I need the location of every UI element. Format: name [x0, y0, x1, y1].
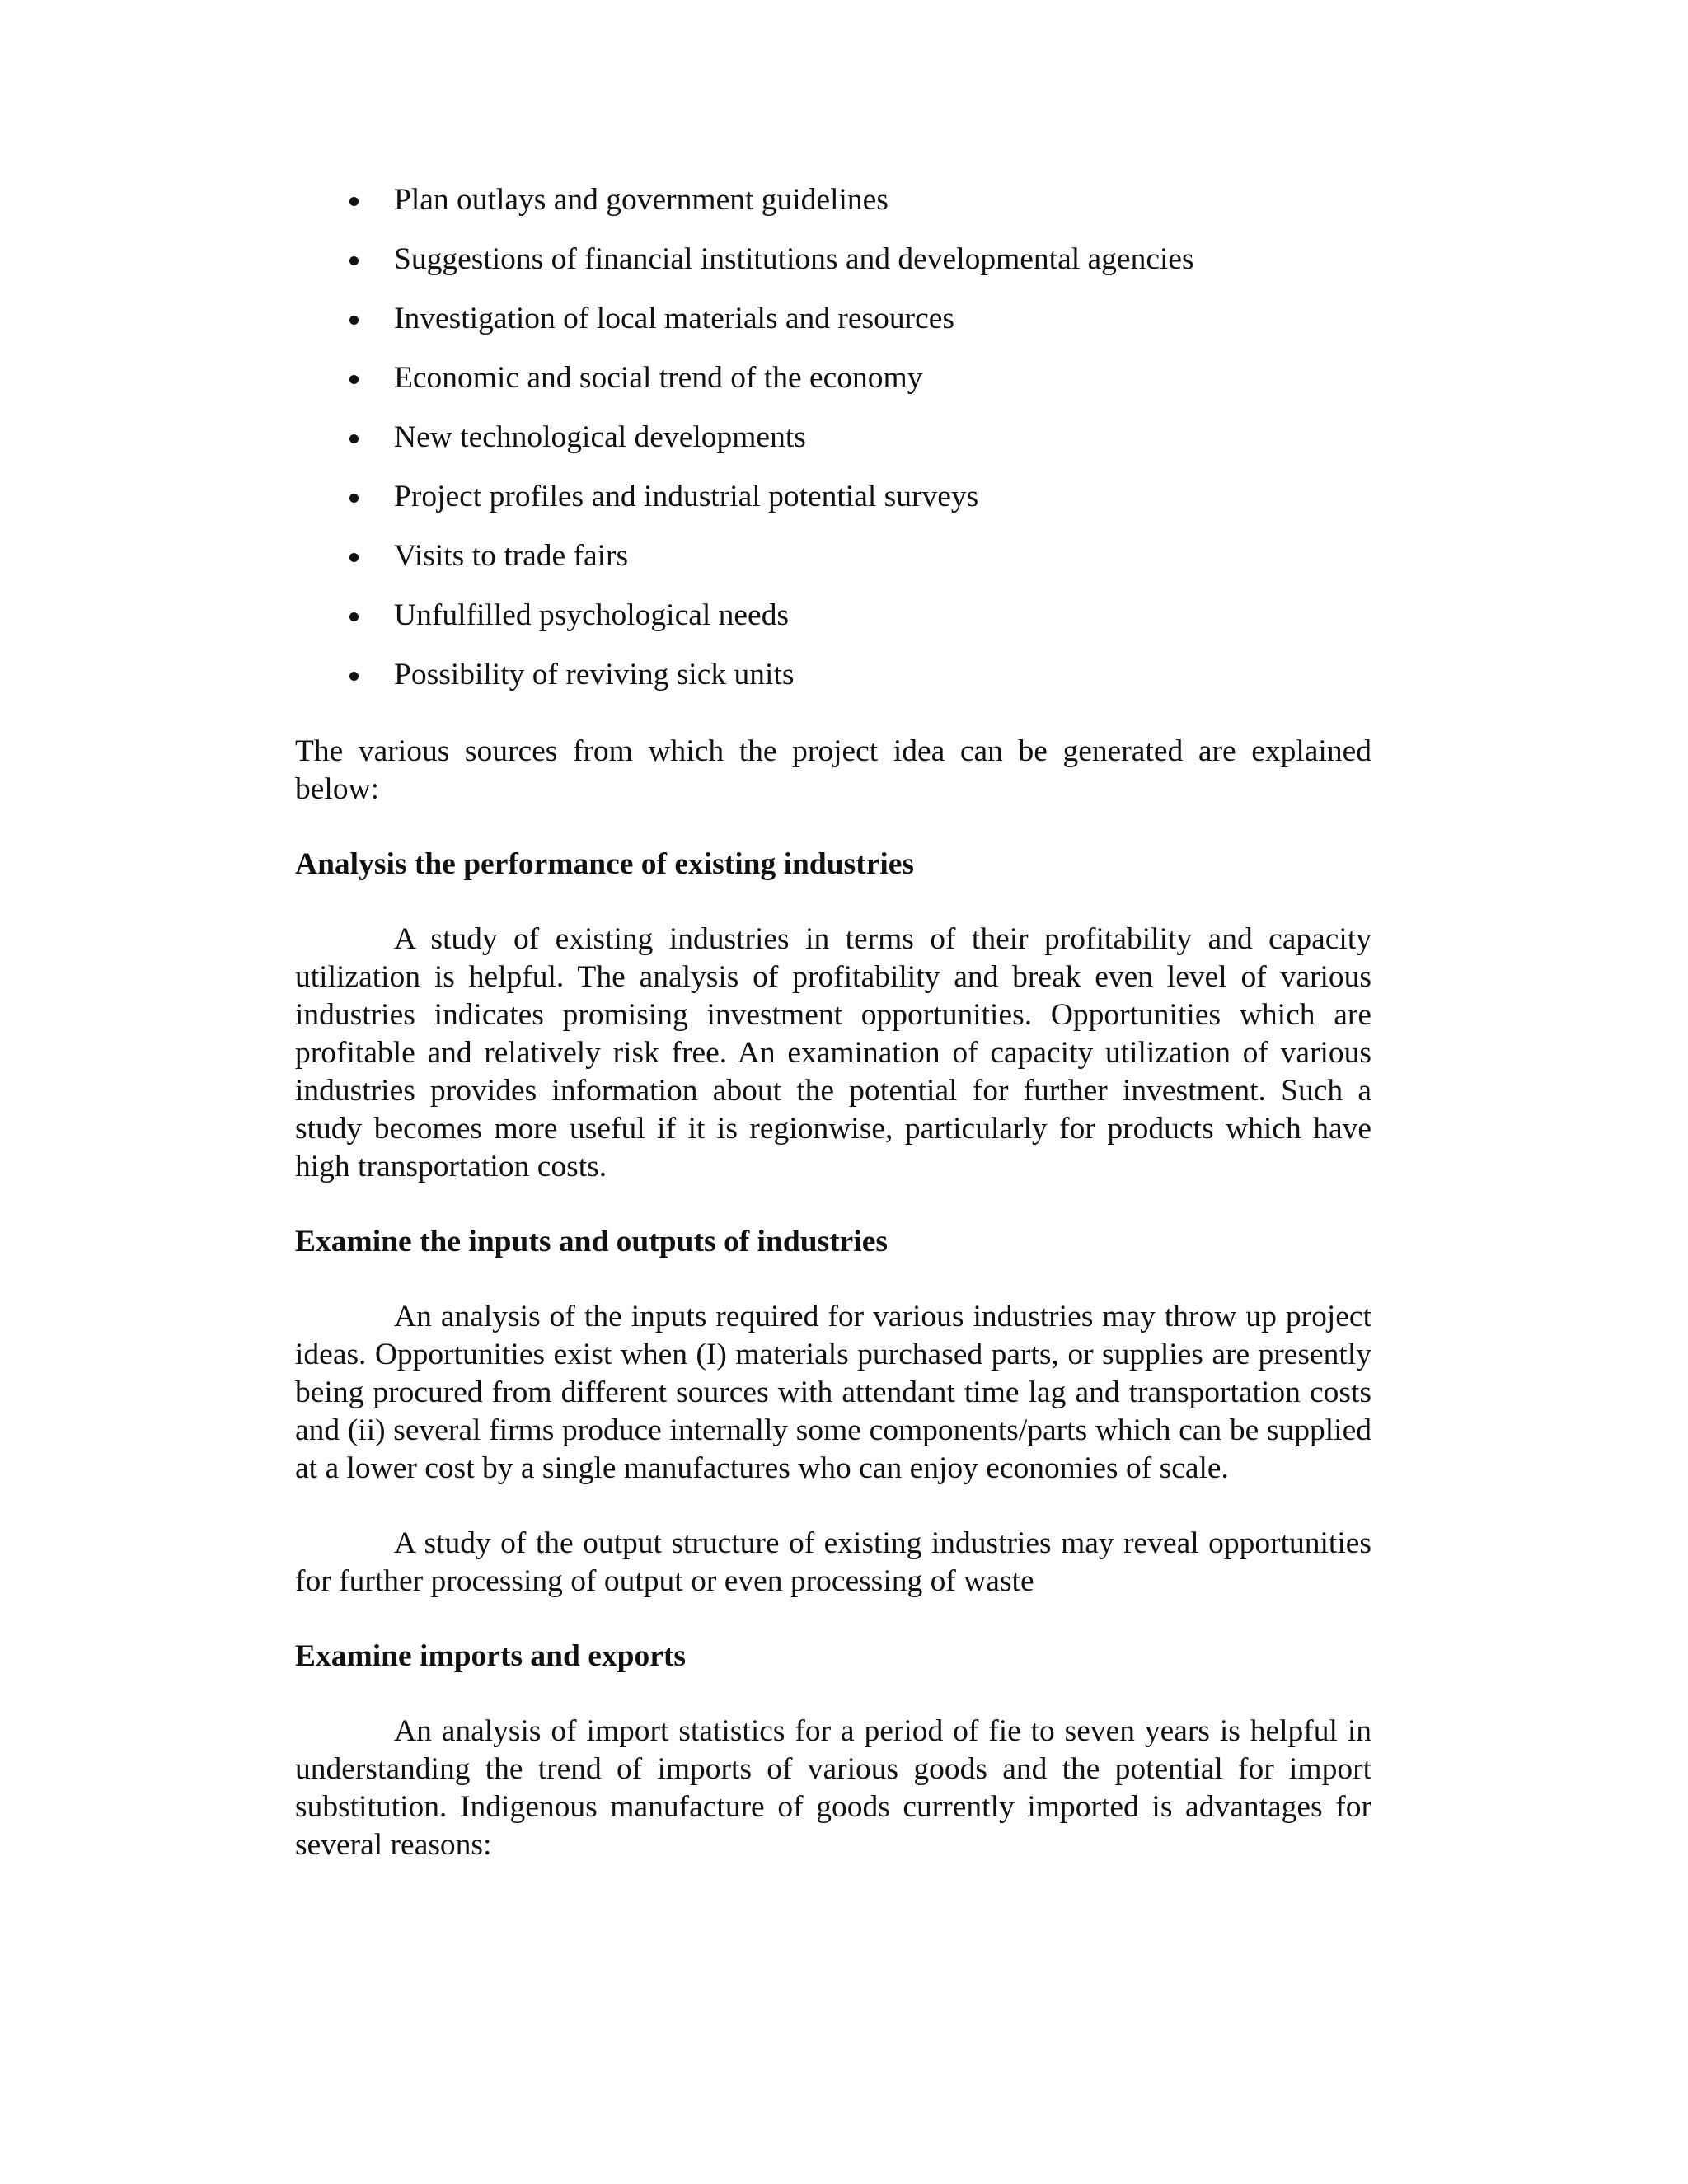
list-item: Visits to trade fairs: [295, 537, 1372, 597]
bullet-icon: [349, 494, 359, 503]
bullet-icon: [349, 612, 359, 621]
bullet-icon: [349, 672, 359, 681]
section-heading: Examine the inputs and outputs of industries: [295, 1225, 888, 1258]
document-page: [295, 181, 1372, 1864]
list-item: Economic and social trend of the economy: [295, 359, 1372, 419]
list-item: Unfulfilled psychological needs: [295, 597, 1372, 656]
bullet-icon: [349, 316, 359, 325]
list-item: New technological developments: [295, 419, 1372, 478]
list-item: Suggestions of financial institutions and developmental agencies: [295, 241, 1372, 300]
bullet-icon: [349, 197, 359, 206]
section-heading: Analysis the performance of existing industries: [295, 847, 915, 881]
list-item: Project profiles and industrial potential surveys: [295, 478, 1372, 537]
bullet-icon: [349, 375, 359, 384]
bullet-icon: [349, 434, 359, 443]
source-list: [295, 181, 1372, 694]
list-item: Plan outlays and government guidelines: [295, 181, 1372, 241]
list-item: Investigation of local materials and resources: [295, 300, 1372, 359]
section-paragraph: A study of the output structure of existing industries may reveal opportunities for further processing of output or even processing of waste: [295, 1526, 1372, 1598]
bullet-icon: [349, 553, 359, 562]
section-paragraph: A study of existing industries in terms of their profitability and capacity utilization is helpful. The analysis of profitability and break even level of various industries indicates promising investment opportunities. Opportunities which are profitable and relatively risk free. An examination of capacity utilization of various industries provides information about the potential for further investment. Such a study becomes more useful if it is regionwise, particularly for products which have high transportation costs.: [295, 922, 1372, 1183]
list-item: Possibility of reviving sick units: [295, 656, 1372, 694]
section-paragraph: An analysis of the inputs required for various industries may throw up project ideas. Opportunities exist when (I) materials purchased parts, or supplies are presently being procured from different sources with attendant time lag and transportation costs and (ii) several firms produce internally some components/parts which can be supplied at a lower cost by a single manufactures who can enjoy economies of scale.: [295, 1300, 1372, 1485]
section-heading: Examine imports and exports: [295, 1639, 686, 1673]
intro-paragraph: The various sources from which the project idea can be generated are explained below:: [295, 734, 1372, 806]
section-paragraph: An analysis of import statistics for a period of fie to seven years is helpful in understanding the trend of imports of various goods and the potential for import substitution. Indigenous manufacture of goods currently imported is advantages for several reasons:: [295, 1714, 1372, 1862]
bullet-icon: [349, 256, 359, 265]
